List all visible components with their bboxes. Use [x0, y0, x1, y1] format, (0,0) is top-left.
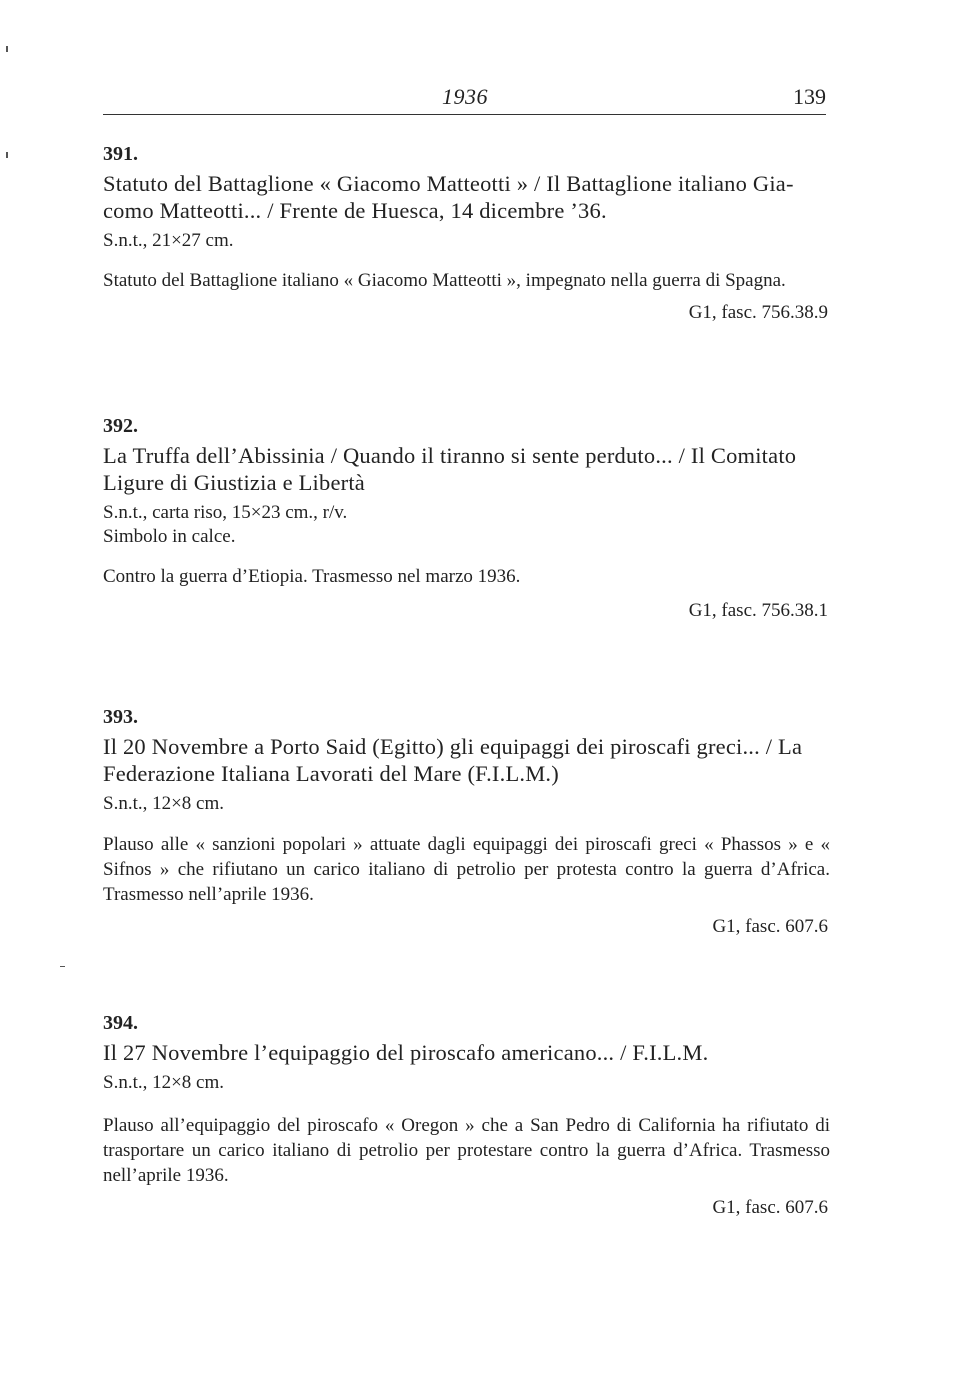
- entry-title-line: Federazione Italiana Lavorati del Mare (F.I.L.M.): [103, 761, 559, 786]
- entry-title-line: Ligure di Giustizia e Libertà: [103, 470, 365, 495]
- scan-mark: [6, 152, 8, 158]
- entry-title-line: Statuto del Battaglione « Giacomo Matteotti » / Il Battaglione italiano Gia-: [103, 171, 794, 196]
- entry-physical-description: Simbolo in calce.: [103, 526, 236, 547]
- entry-number: 394.: [103, 1012, 138, 1034]
- entry-archive-reference: G1, fasc. 607.6: [712, 1197, 828, 1218]
- entry-physical-description: S.n.t., carta riso, 15×23 cm., r/v.: [103, 502, 348, 523]
- entry-archive-reference: G1, fasc. 607.6: [712, 916, 828, 937]
- entry-number: 391.: [103, 143, 138, 165]
- page-number: 139: [793, 84, 826, 109]
- catalog-entry-393: [103, 705, 830, 939]
- header-rule: [103, 114, 826, 115]
- entry-description: Contro la guerra d’Etiopia. Trasmesso nel marzo 1936.: [103, 566, 521, 587]
- entry-physical-description: S.n.t., 21×27 cm.: [103, 230, 234, 251]
- entry-description: Plauso alle « sanzioni popolari » attuate dagli equipaggi dei piroscafi greci « Phassos » e « Sifnos » che rifiutano un carico italiano di petrolio per protesta contro la guerra d’Africa. Trasmesso nell’aprile 1936.: [103, 834, 830, 905]
- entry-title: [103, 442, 830, 496]
- entry-archive-reference: G1, fasc. 756.38.9: [688, 302, 828, 323]
- entry-number: 393.: [103, 706, 138, 728]
- entry-title-line: Il 27 Novembre l’equipaggio del piroscafo americano... / F.I.L.M.: [103, 1040, 709, 1065]
- scan-mark: [60, 966, 65, 967]
- catalog-entry-394: [103, 1011, 830, 1220]
- entry-title: [103, 170, 830, 224]
- entry-title-line: Il 20 Novembre a Porto Said (Egitto) gli equipaggi dei piroscafi greci... / La: [103, 734, 803, 759]
- entry-title: [103, 1039, 830, 1066]
- entry-title-line: como Matteotti... / Frente de Huesca, 14 dicembre ’36.: [103, 198, 607, 223]
- scan-mark: [6, 46, 8, 52]
- catalog-entry-391: [103, 142, 830, 325]
- catalog-entry-392: [103, 414, 830, 623]
- entry-description: Statuto del Battaglione italiano « Giacomo Matteotti », impegnato nella guerra di Spagna.: [103, 270, 786, 291]
- entry-description: Plauso all’equipaggio del piroscafo « Oregon » che a San Pedro di California ha rifiutato di trasportare un carico italiano di petrolio per protestare contro la guerra d’Africa. Trasmesso nell’aprile 1936.: [103, 1115, 830, 1186]
- entry-number: 392.: [103, 415, 138, 437]
- entry-title-line: La Truffa dell’Abissinia / Quando il tiranno si sente perduto... / Il Comitato: [103, 443, 797, 468]
- entry-physical-description: S.n.t., 12×8 cm.: [103, 793, 225, 814]
- running-header-year: 1936: [442, 84, 488, 109]
- entry-physical-description: S.n.t., 12×8 cm.: [103, 1072, 225, 1093]
- entry-title: [103, 733, 830, 787]
- entry-archive-reference: G1, fasc. 756.38.1: [688, 600, 828, 621]
